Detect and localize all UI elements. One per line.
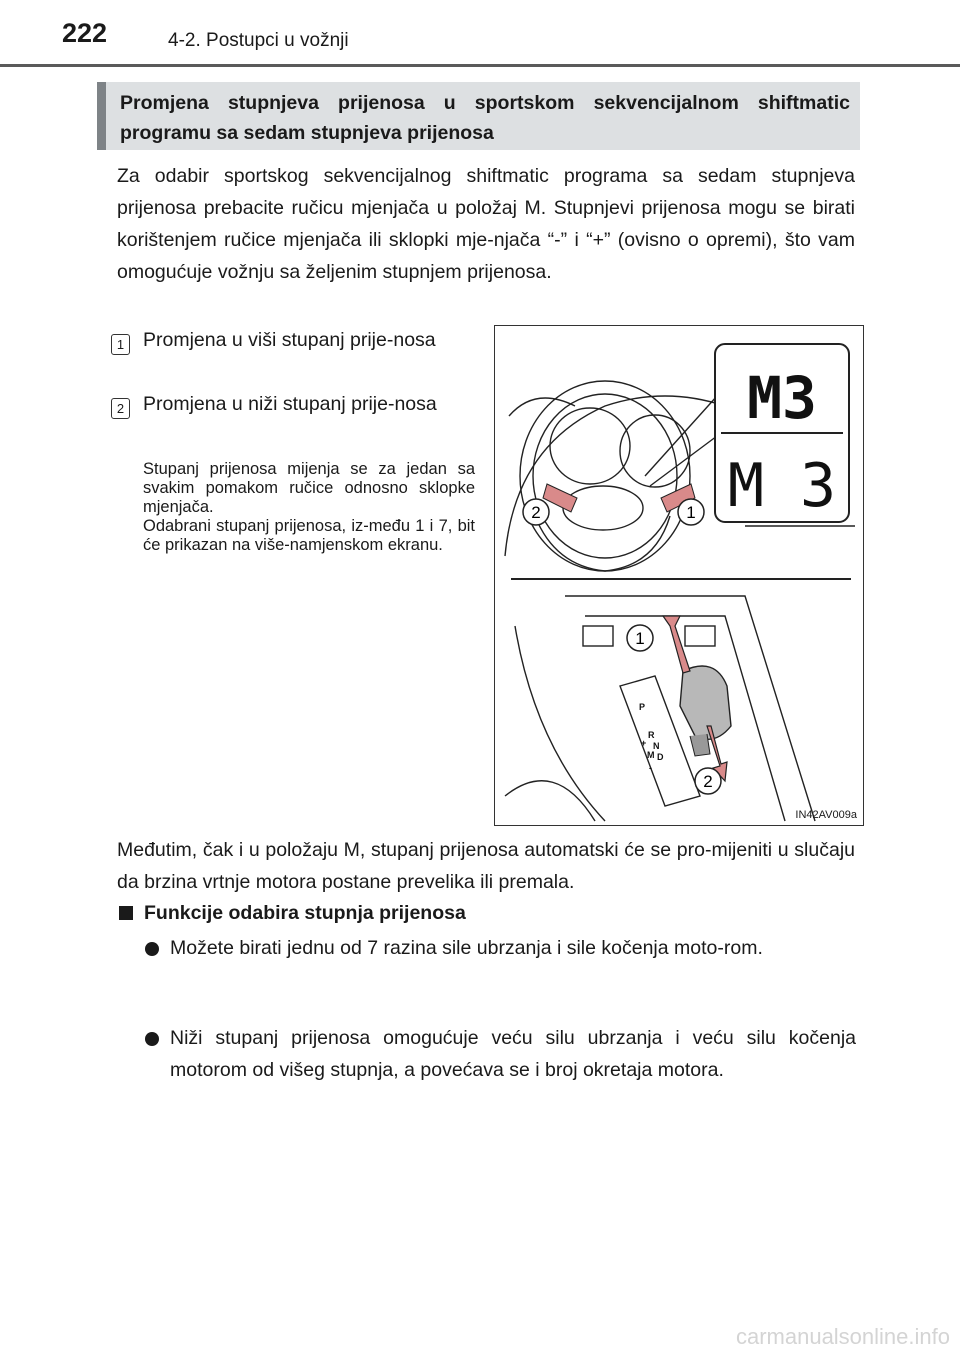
note-line-2: Odabrani stupanj prijenosa, iz-među 1 i 7, bit će prikazan na više-namjenskom ekranu.: [143, 517, 475, 554]
svg-text:-: -: [649, 763, 652, 773]
paddle-label-2: 2: [531, 503, 541, 522]
illustration-drawing: [495, 326, 863, 825]
item-downshift-text: Promjena u niži stupanj prije-nosa: [143, 393, 437, 415]
lever-label-1: 1: [635, 629, 645, 648]
intro-paragraph: Za odabir sportskog sekvencijalnog shiftmatic programa sa sedam stupnjeva prijenosa prebacite ručicu mjenjača u položaj M. Stupnjevi prijenosa mogu se birati korištenjem ručice mjenjača ili sklopki mje-njača “-” i “+” (ovisno o opremi), što vam omogućuje vožnju sa željenim stupnjem prijenosa.: [117, 165, 855, 283]
square-bullet-icon: [119, 906, 133, 920]
svg-text:M: M: [647, 750, 655, 760]
header-rule: [0, 64, 960, 67]
display-small-gear: M3: [747, 364, 817, 432]
note-line-1: Stupanj prijenosa mijenja se za jedan sa svakim pomakom ručice odnosno sklopke mjenjača.: [143, 460, 475, 516]
item-upshift-text: Promjena u viši stupanj prije-nosa: [143, 329, 436, 351]
page-number: 222: [62, 18, 108, 48]
info-note: [143, 460, 475, 555]
svg-text:R: R: [648, 730, 655, 740]
gear-gate-letters: [639, 702, 664, 773]
svg-text:+: +: [641, 738, 647, 748]
automatic-shift-paragraph: Međutim, čak i u položaju M, stupanj prijenosa automatski će se pro-mijeniti u slučaju da brzina vrtnje motora postane prevelika ili premala.: [117, 839, 855, 893]
bullet-text: Možete birati jednu od 7 razina sile ubrzanja i sile kočenja moto-rom.: [170, 937, 763, 959]
bullet-text: Niži stupanj prijenosa omogućuje veću silu ubrzanja i veću silu kočenja motorom od višeg stupnja, a povećava se i broj okretaja motora.: [170, 1027, 856, 1081]
shift-illustration: [494, 325, 864, 826]
lever-label-2: 2: [703, 772, 713, 791]
paddle-label-1: 1: [686, 503, 696, 522]
svg-text:P: P: [639, 702, 646, 712]
arrow-upshift: [663, 616, 690, 673]
item-number-badge: 2: [111, 398, 130, 419]
bullet-dot-icon: [145, 1032, 159, 1046]
shift-knob: [680, 666, 731, 739]
subsection-heading: Funkcije odabira stupnja prijenosa: [144, 902, 466, 924]
display-large-gear: M 3: [727, 451, 837, 521]
svg-text:D: D: [657, 752, 664, 762]
item-number-badge: 1: [111, 334, 130, 355]
bullet-dot-icon: [145, 942, 159, 956]
topic-title-box: Promjena stupnjeva prijenosa u sportskom sekvencijalnom shiftmatic programu sa sedam stupnjeva prijenosa: [97, 82, 860, 150]
section-title: 4-2. Postupci u vožnji: [168, 30, 349, 51]
center-console-drawing: [505, 596, 815, 821]
watermark: carmanualsonline.info: [735, 1324, 950, 1349]
svg-text:N: N: [653, 741, 660, 751]
figure-code: IN42AV009a: [795, 809, 857, 821]
